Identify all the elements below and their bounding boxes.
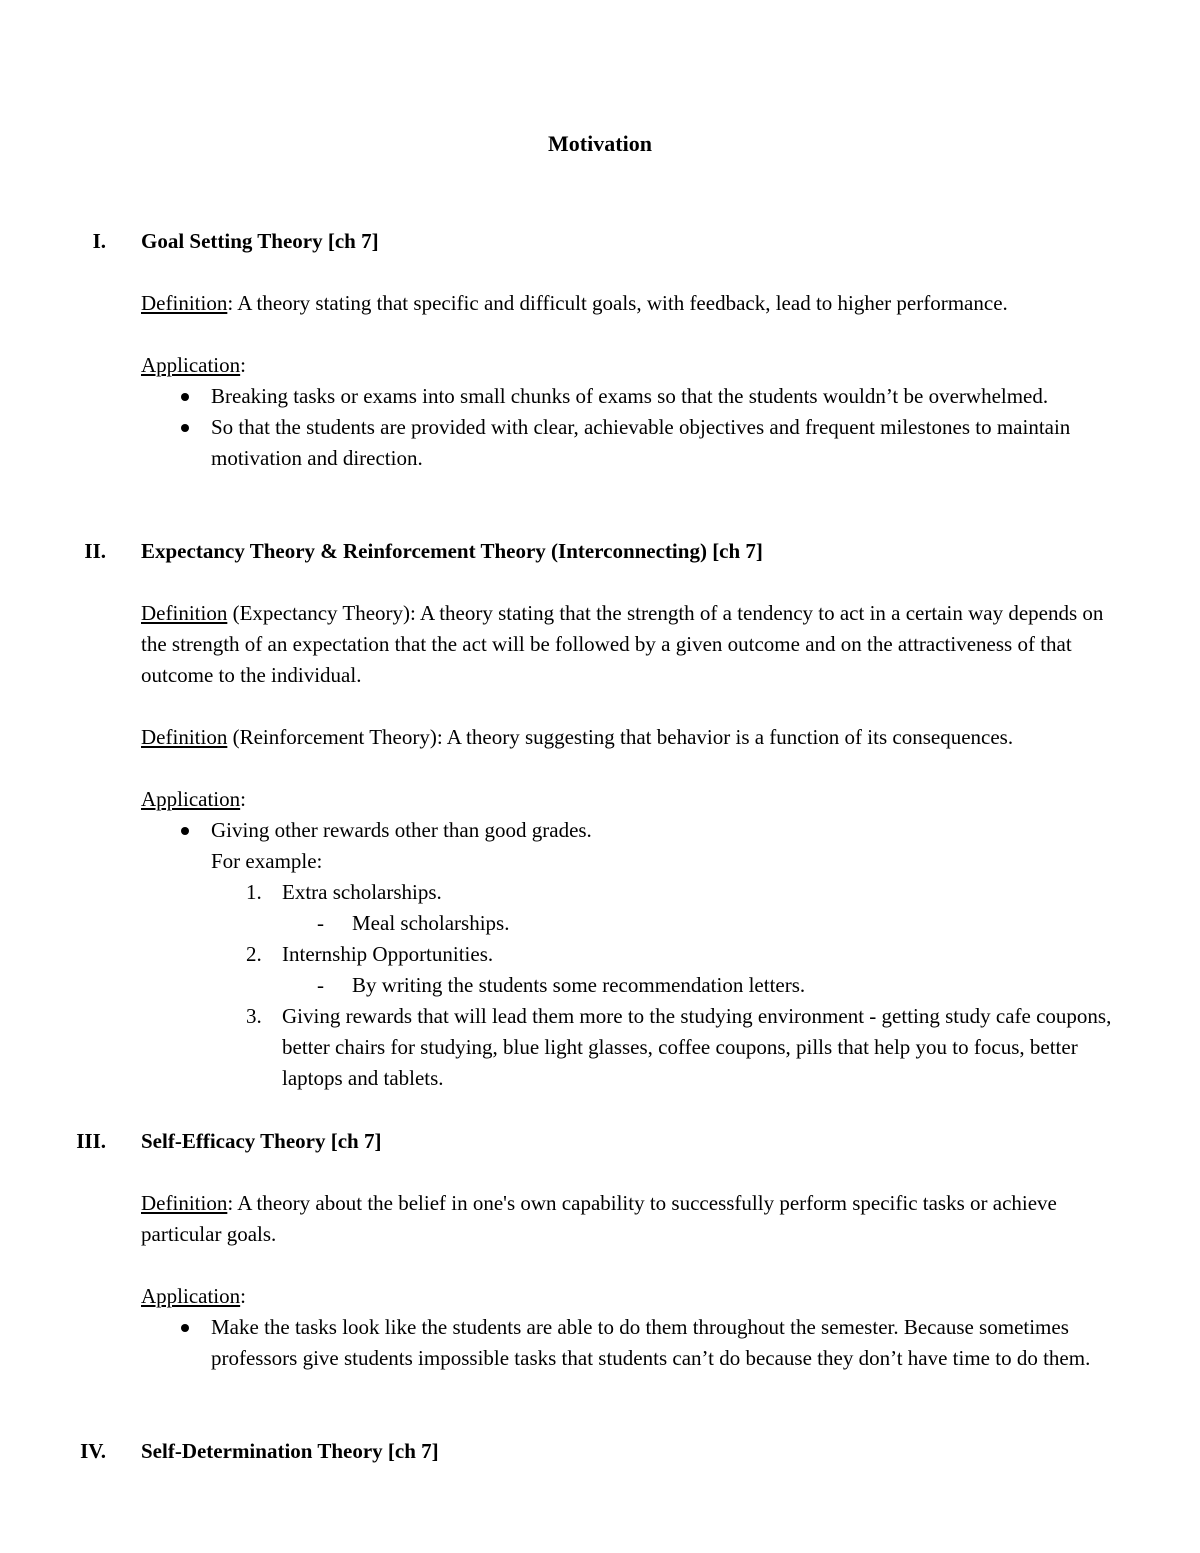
application-label: Application	[141, 1284, 241, 1308]
application-label: Application	[141, 787, 241, 811]
definition-label: Definition	[141, 601, 228, 625]
definition-paragraph	[141, 1188, 1131, 1250]
definition-paragraph	[141, 598, 1131, 691]
application-block	[141, 784, 1131, 1094]
item-text: Giving rewards that will lead them more to the studying environment - getting study cafe coupons, better chairs for studying, blue light glasses, coffee coupons, pills that help you to focus, better laptops and tablets.	[282, 1004, 1112, 1090]
item-text: Extra scholarships.	[282, 880, 442, 904]
bullet-list	[141, 815, 1131, 846]
dash-marker: -	[317, 911, 324, 935]
sub-item	[141, 908, 1131, 939]
definition-label: Definition	[141, 1191, 228, 1215]
definition-text: (Expectancy Theory): A theory stating that the strength of a tendency to act in a certain way depends on the strength of an expectation that the act will be followed by a given outcome and on the attractiveness of that outcome to the individual.	[141, 601, 1104, 687]
application-block	[141, 350, 1131, 474]
sub-item-text: By writing the students some recommendation letters.	[352, 973, 806, 997]
definition-paragraph	[141, 288, 1131, 319]
list-item: Make the tasks look like the students are able to do them throughout the semester. Because sometimes professors give students impossible tasks that students can’t do because they don’t have time to do them.	[141, 1312, 1131, 1374]
sub-item	[141, 970, 1131, 1001]
definition-text: (Reinforcement Theory): A theory suggesting that behavior is a function of its consequences.	[227, 725, 1014, 749]
definition-text: : A theory stating that specific and difficult goals, with feedback, lead to higher performance.	[227, 291, 1008, 315]
dash-marker: -	[317, 973, 324, 997]
application-heading: Application:	[141, 787, 246, 811]
section-numeral: II.	[84, 539, 106, 563]
bullet-list	[141, 1312, 1131, 1374]
section-numeral: I.	[92, 229, 106, 253]
numbered-item	[141, 877, 1131, 908]
section-numeral: III.	[76, 1129, 106, 1153]
definition-text: : A theory about the belief in one's own capability to successfully perform specific tasks or achieve particular goals.	[141, 1191, 1057, 1246]
list-item: Breaking tasks or exams into small chunks of exams so that the students wouldn’t be overwhelmed.	[141, 381, 1131, 412]
example-label: For example:	[211, 849, 323, 873]
sub-item-text: Meal scholarships.	[352, 911, 510, 935]
definition-paragraph	[141, 722, 1131, 753]
section-title: Goal Setting Theory [ch 7]	[141, 229, 379, 253]
section-title: Self-Determination Theory [ch 7]	[141, 1439, 439, 1463]
bullet-list	[141, 381, 1131, 474]
item-number: 2.	[246, 942, 262, 966]
document-title: Motivation	[548, 131, 652, 156]
list-item: So that the students are provided with clear, achievable objectives and frequent milestones to maintain motivation and direction.	[141, 412, 1131, 474]
section-numeral: IV.	[80, 1439, 106, 1463]
application-heading: Application:	[141, 353, 246, 377]
definition-label: Definition	[141, 725, 228, 749]
list-item: Giving other rewards other than good grades.	[141, 815, 1131, 846]
numbered-item	[141, 939, 1131, 970]
application-heading: Application:	[141, 1284, 246, 1308]
application-block	[141, 1281, 1131, 1374]
item-number: 1.	[246, 880, 262, 904]
section-title: Expectancy Theory & Reinforcement Theory (Interconnecting) [ch 7]	[141, 539, 763, 563]
application-label: Application	[141, 353, 241, 377]
definition-label: Definition	[141, 291, 228, 315]
numbered-item	[141, 1001, 1131, 1094]
section-title: Self-Efficacy Theory [ch 7]	[141, 1129, 382, 1153]
item-text: Internship Opportunities.	[282, 942, 494, 966]
item-number: 3.	[246, 1004, 262, 1028]
